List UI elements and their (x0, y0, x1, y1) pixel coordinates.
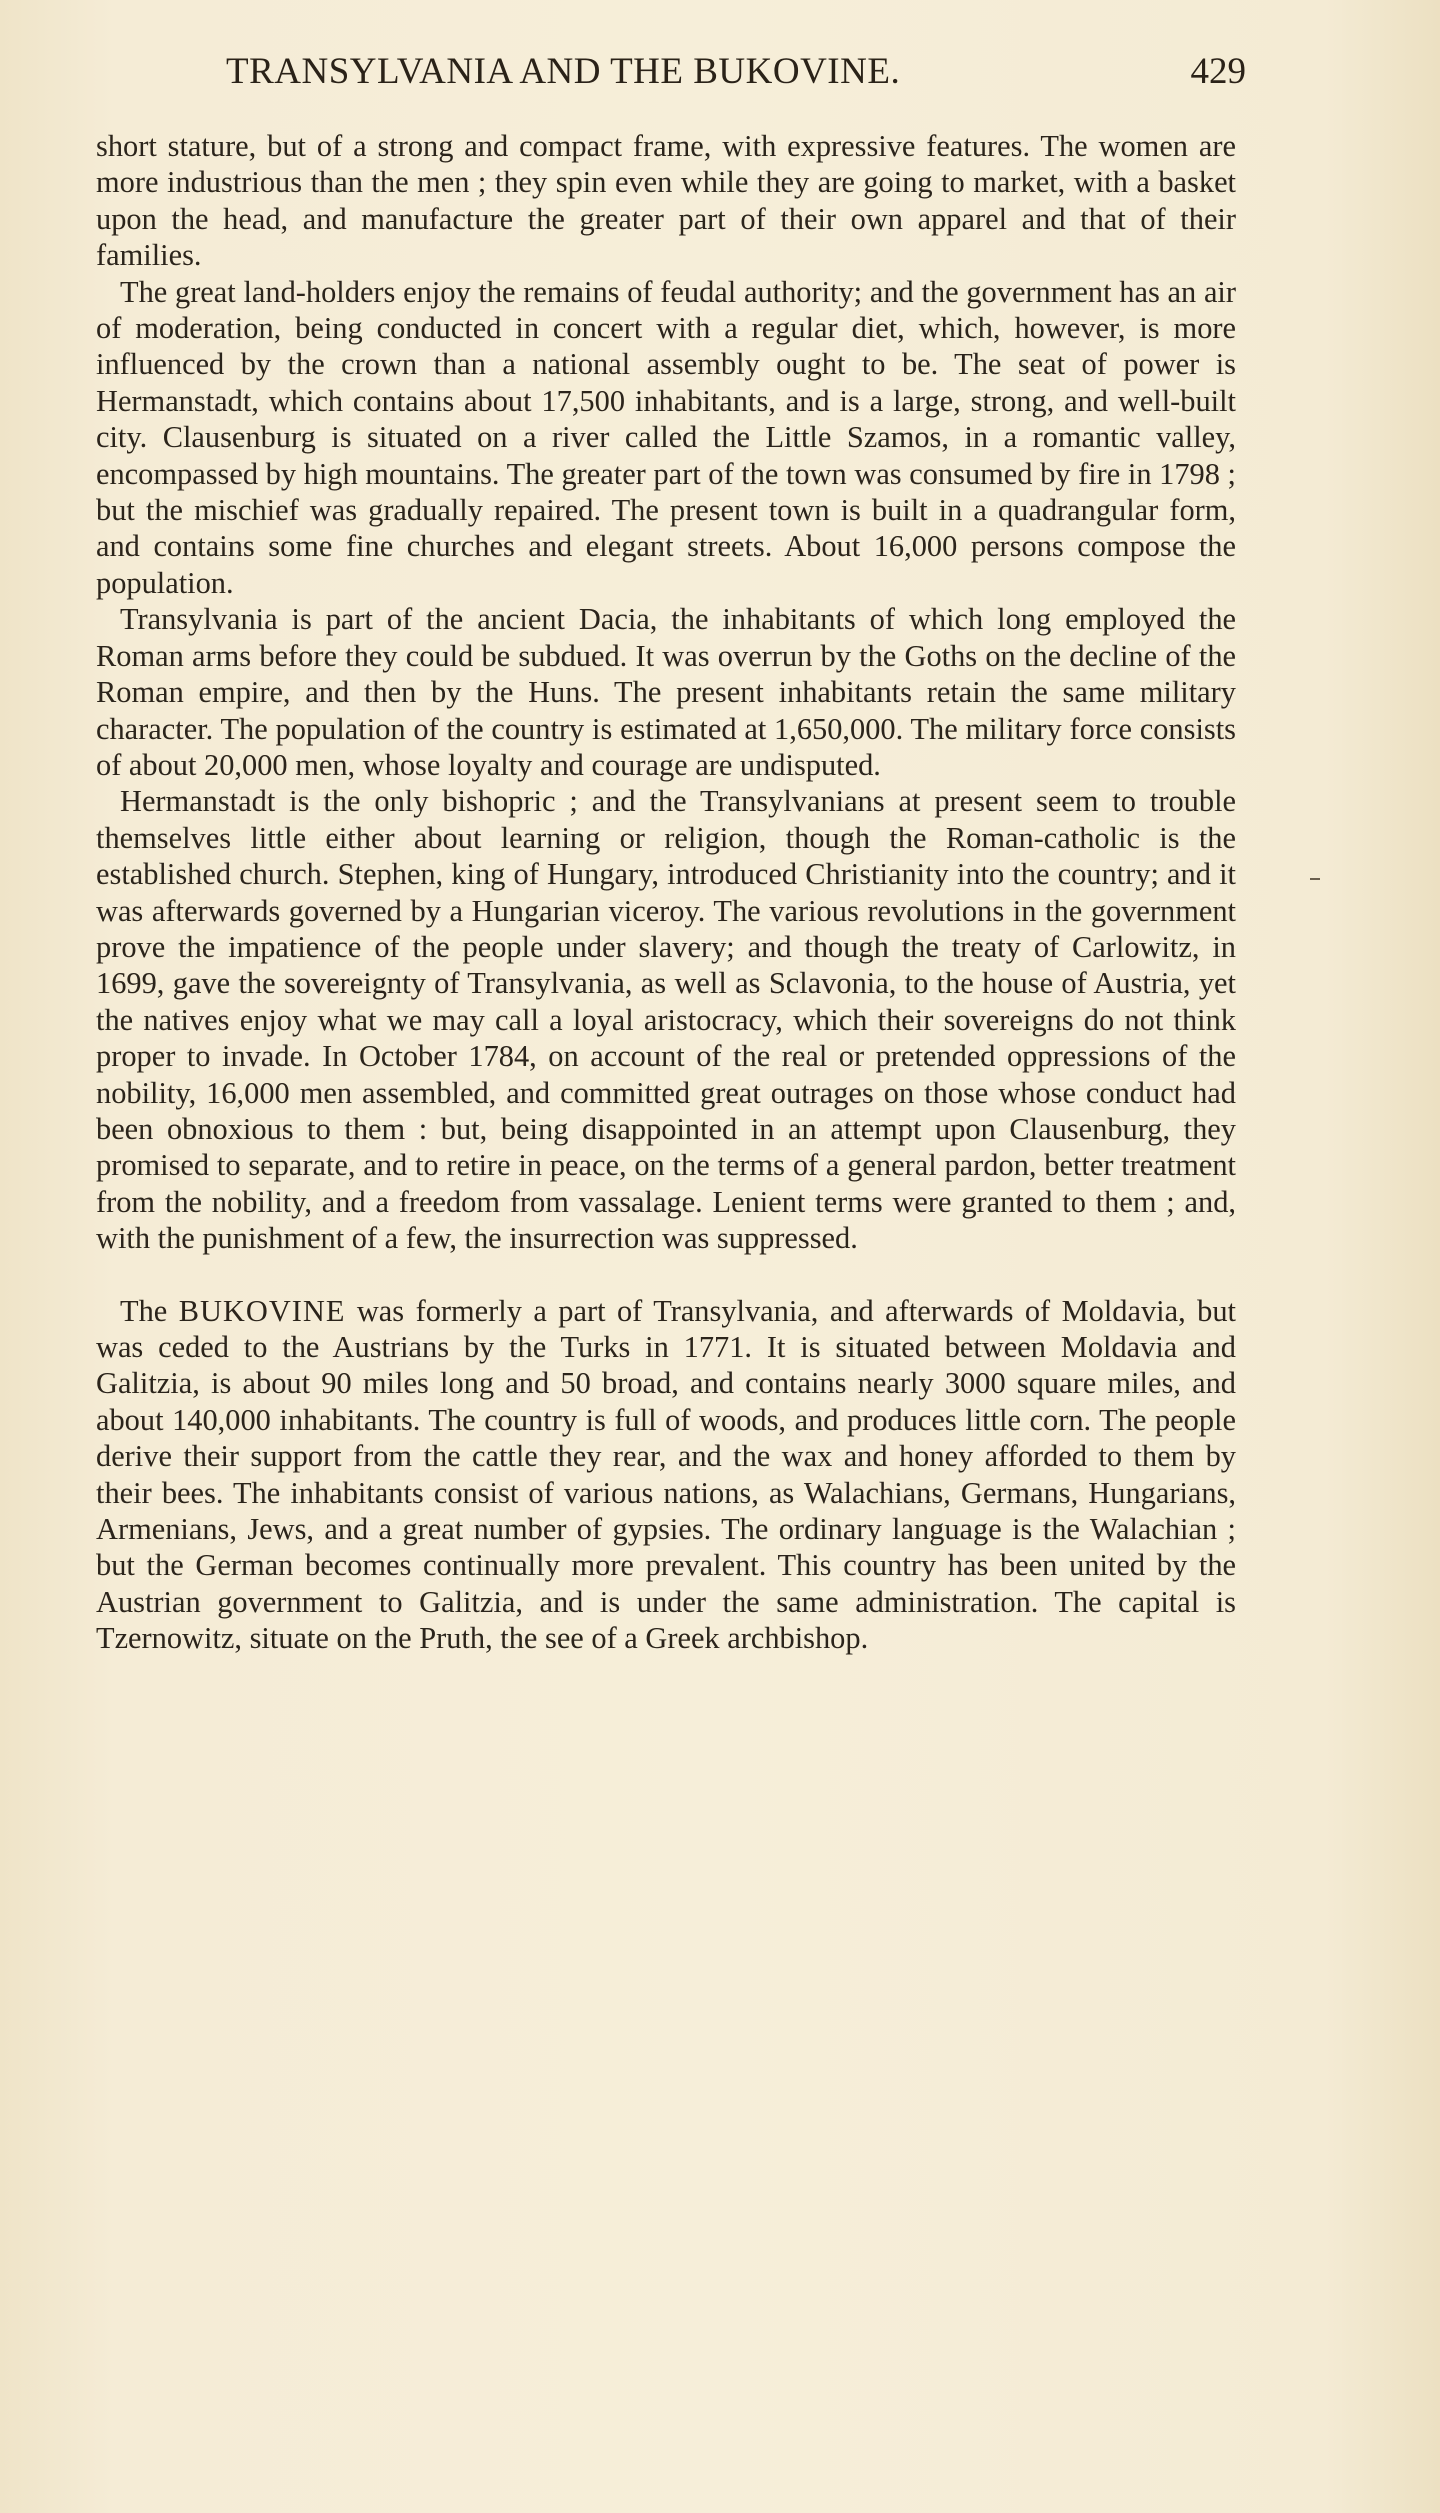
section-heading: BUKOVINE (178, 1293, 346, 1328)
running-title: TRANSYLVANIA AND THE BUKOVINE. (226, 51, 901, 92)
body-text (96, 128, 1236, 1657)
page-number: 429 (1190, 51, 1246, 92)
paragraph-religion: Hermanstadt is the only bishopric ; and the Transylvanians at present seem to trouble themselves little either about learning or religion, though the Roman-catholic is the established church. Stephen, king of Hungary, introduced Christianity into the country; and it was afterwards governed by a Hungarian viceroy. The various revolutions in the government prove the impatience of the people under slavery; and though the treaty of Carlowitz, in 1699, gave the sovereignty of Transylvania, as well as Sclavonia, to the house of Austria, yet the natives enjoy what we may call a loyal aristocracy, which their sovereigns do not think proper to invade. In October 1784, on account of the real or pretended oppressions of the nobility, 16,000 men assembled, and committed great outrages on those whose conduct had been obnoxious to them : but, being disappointed in an attempt upon Clausenburg, they promised to separate, and to retire in peace, on the terms of a general pardon, better treatment from the nobility, and a freedom from vassalage. Lenient terms were granted to them ; and, with the punishment of a few, the insurrection was suppressed. (96, 784, 1236, 1256)
margin-mark (1310, 878, 1320, 880)
section-text: was formerly a part of Transylvania, and afterwards of Moldavia, but was ceded to the Austrians by the Turks in 1771. It is situated between Moldavia and Galitzia, is about 90 miles long and 50 broad, and contains nearly 3000 square miles, and about 140,000 inhabitants. The country is full of woods, and produces little corn. The people derive their support from the cattle they rear, and the wax and honey afforded to them by their bees. The inhabitants consist of various nations, as Walachians, Germans, Hungarians, Armenians, Jews, and a great number of gypsies. The ordinary language is the Walachian ; but the German becomes continually more prevalent. This country has been united by the Austrian government to Galitzia, and is under the same administration. The capital is Tzernowitz, situate on the Pruth, the see of a Greek archbishop. (96, 1293, 1236, 1656)
section-bukovine (96, 1293, 1236, 1657)
section-lead-in: The (120, 1293, 168, 1328)
paragraph-continued: short stature, but of a strong and compact frame, with expressive features. The women are more industrious than the men ; they spin even while they are going to market, with a basket upon the head, and manufacture the greater part of their own apparel and that of their families. (96, 129, 1236, 273)
paragraph-history: Transylvania is part of the ancient Dacia, the inhabitants of which long employed the Roman arms before they could be subdued. It was overrun by the Goths on the decline of the Roman empire, and then by the Huns. The present inhabitants retain the same military character. The population of the country is estimated at 1,650,000. The military force consists of about 20,000 men, whose loyalty and courage are undisputed. (96, 602, 1236, 782)
page-header (96, 50, 1246, 102)
paragraph-government: The great land-holders enjoy the remains of feudal authority; and the government has an air of moderation, being conducted in concert with a regular diet, which, however, is more influenced by the crown than a national assembly ought to be. The seat of power is Hermanstadt, which contains about 17,500 inhabitants, and is a large, strong, and well-built city. Clausenburg is situated on a river called the Little Szamos, in a romantic valley, encompassed by high mountains. The greater part of the town was consumed by fire in 1798 ; but the mischief was gradually repaired. The present town is built in a quadrangular form, and contains some fine churches and elegant streets. About 16,000 persons compose the population. (96, 274, 1236, 600)
